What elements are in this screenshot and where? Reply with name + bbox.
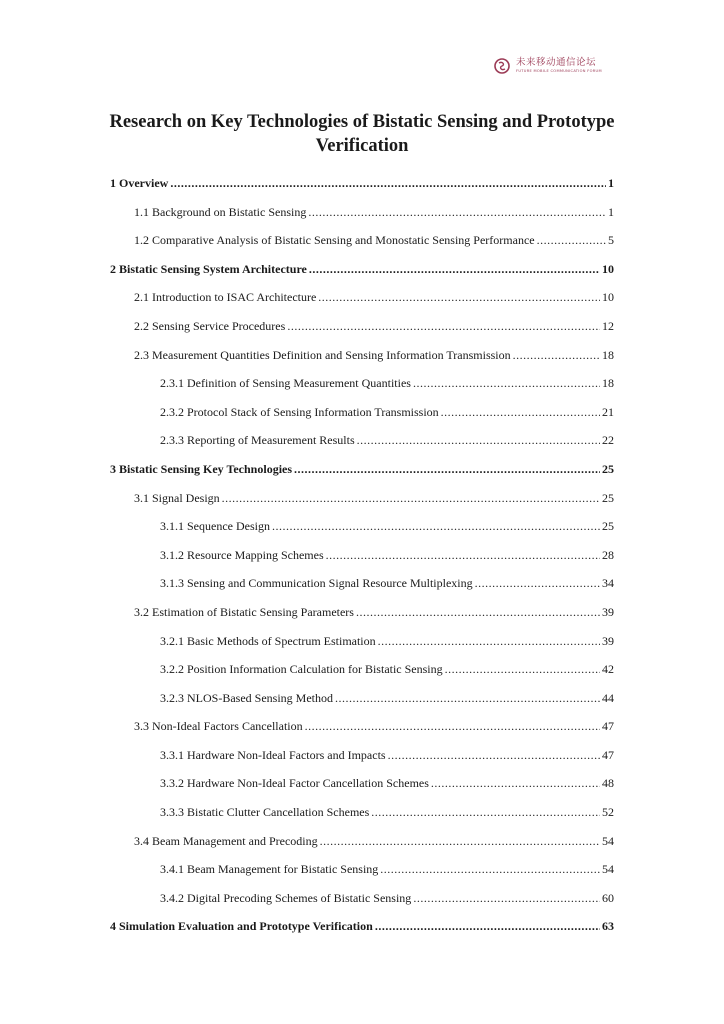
toc-entry-page-number: 18: [602, 376, 614, 391]
toc-dot-leader: [445, 662, 600, 677]
document-title: [100, 110, 624, 158]
toc-entry[interactable]: [110, 634, 614, 663]
toc-dot-leader: [326, 548, 600, 563]
toc-entry-page-number: 34: [602, 576, 614, 591]
toc-entry-label: 3.2.2 Position Information Calculation for Bistatic Sensing: [160, 662, 443, 677]
toc-dot-leader: [308, 205, 606, 220]
toc-entry-label: 2.3.1 Definition of Sensing Measurement Quantities: [160, 376, 411, 391]
toc-dot-leader: [371, 805, 600, 820]
toc-entry-label: 2.3.3 Reporting of Measurement Results: [160, 433, 355, 448]
toc-entry[interactable]: [110, 576, 614, 605]
toc-dot-leader: [375, 919, 600, 934]
toc-entry-label: 3.2 Estimation of Bistatic Sensing Parameters: [134, 604, 354, 619]
toc-entry-label: 3.3.3 Bistatic Clutter Cancellation Schemes: [160, 805, 370, 820]
toc-entry[interactable]: [110, 376, 614, 405]
title-line-1: Research on Key Technologies of Bistatic Sensing and Prototype: [109, 112, 615, 132]
toc-entry-page-number: 42: [602, 662, 614, 677]
toc-entry-page-number: 28: [602, 547, 614, 562]
toc-dot-leader: [318, 290, 600, 305]
toc-entry[interactable]: [110, 862, 614, 891]
logo-chinese-text: 未来移动通信论坛: [516, 57, 597, 69]
toc-dot-leader: [413, 376, 600, 391]
toc-dot-leader: [335, 691, 600, 706]
toc-entry-label: 4 Simulation Evaluation and Prototype Verification: [110, 919, 373, 934]
title-line-2: Verification: [315, 136, 409, 156]
toc-dot-leader: [475, 576, 600, 591]
toc-entry-page-number: 44: [602, 690, 614, 705]
toc-entry-page-number: 48: [602, 776, 614, 791]
toc-entry[interactable]: [110, 891, 614, 920]
toc-entry-page-number: 12: [602, 318, 614, 333]
toc-entry-page-number: 1: [608, 204, 614, 219]
toc-entry[interactable]: [110, 290, 614, 319]
toc-entry-label: 3.4.2 Digital Precoding Schemes of Bistatic Sensing: [160, 890, 412, 905]
toc-entry-label: 1.1 Background on Bistatic Sensing: [134, 204, 307, 219]
toc-entry[interactable]: [110, 319, 614, 348]
toc-entry-label: 3.2.1 Basic Methods of Spectrum Estimation: [160, 633, 376, 648]
toc-dot-leader: [287, 319, 600, 334]
toc-entry[interactable]: [110, 262, 614, 291]
toc-dot-leader: [537, 233, 606, 248]
toc-entry-page-number: 54: [602, 833, 614, 848]
toc-entry-label: 2 Bistatic Sensing System Architecture: [110, 261, 307, 276]
forum-logo: [494, 58, 602, 74]
toc-dot-leader: [357, 433, 600, 448]
toc-dot-leader: [413, 891, 600, 906]
toc-entry[interactable]: [110, 348, 614, 377]
toc-dot-leader: [320, 834, 600, 849]
toc-dot-leader: [309, 262, 600, 277]
toc-dot-leader: [222, 491, 600, 506]
toc-entry-label: 3.3.2 Hardware Non-Ideal Factor Cancellation Schemes: [160, 776, 429, 791]
toc-entry[interactable]: [110, 519, 614, 548]
toc-entry[interactable]: [110, 405, 614, 434]
toc-entry-page-number: 47: [602, 719, 614, 734]
toc-dot-leader: [170, 176, 606, 191]
toc-entry-page-number: 25: [602, 490, 614, 505]
toc-entry-label: 2.3 Measurement Quantities Definition and Sensing Information Transmission: [134, 347, 511, 362]
toc-entry-page-number: 10: [602, 261, 614, 276]
toc-entry-label: 3.1.1 Sequence Design: [160, 519, 270, 534]
toc-entry-page-number: 63: [602, 919, 614, 934]
toc-entry-page-number: 25: [602, 519, 614, 534]
toc-entry-page-number: 25: [602, 461, 614, 476]
toc-entry[interactable]: [110, 605, 614, 634]
toc-entry-page-number: 18: [602, 347, 614, 362]
table-of-contents: [110, 176, 614, 948]
toc-entry-label: 3.4.1 Beam Management for Bistatic Sensing: [160, 862, 379, 877]
toc-entry-label: 3.1 Signal Design: [134, 490, 220, 505]
toc-entry-label: 3.4 Beam Management and Precoding: [134, 833, 318, 848]
toc-entry-label: 2.3.2 Protocol Stack of Sensing Information Transmission: [160, 404, 439, 419]
toc-dot-leader: [272, 519, 600, 534]
toc-dot-leader: [378, 634, 600, 649]
toc-dot-leader: [513, 348, 600, 363]
toc-entry-label: 2.2 Sensing Service Procedures: [134, 318, 286, 333]
toc-dot-leader: [441, 405, 600, 420]
toc-entry[interactable]: [110, 691, 614, 720]
toc-entry-label: 1.2 Comparative Analysis of Bistatic Sensing and Monostatic Sensing Performance: [134, 233, 535, 248]
toc-entry-label: 3.3 Non-Ideal Factors Cancellation: [134, 719, 303, 734]
toc-dot-leader: [305, 719, 600, 734]
toc-entry-page-number: 22: [602, 433, 614, 448]
toc-dot-leader: [431, 776, 600, 791]
toc-entry[interactable]: [110, 776, 614, 805]
toc-entry[interactable]: [110, 176, 614, 205]
toc-entry-page-number: 39: [602, 633, 614, 648]
toc-entry-page-number: 52: [602, 805, 614, 820]
toc-entry-label: 3.1.2 Resource Mapping Schemes: [160, 547, 324, 562]
toc-entry-page-number: 21: [602, 404, 614, 419]
forum-logo-icon: [494, 58, 510, 74]
logo-english-text: FUTURE MOBILE COMMUNICATION FORUM: [516, 68, 602, 73]
toc-entry[interactable]: [110, 433, 614, 462]
toc-entry-page-number: 47: [602, 747, 614, 762]
toc-entry-label: 1 Overview: [110, 176, 169, 190]
toc-dot-leader: [356, 605, 600, 620]
toc-entry[interactable]: [110, 662, 614, 691]
toc-entry-label: 3.1.3 Sensing and Communication Signal Resource Multiplexing: [160, 576, 473, 591]
toc-entry-page-number: 10: [602, 290, 614, 305]
toc-entry[interactable]: [110, 919, 614, 948]
toc-entry[interactable]: [110, 233, 614, 262]
toc-entry-label: 3.2.3 NLOS-Based Sensing Method: [160, 690, 333, 705]
toc-dot-leader: [388, 748, 600, 763]
toc-entry[interactable]: [110, 719, 614, 748]
toc-entry[interactable]: [110, 462, 614, 491]
toc-dot-leader: [294, 462, 600, 477]
toc-entry-label: 2.1 Introduction to ISAC Architecture: [134, 290, 317, 305]
toc-entry-label: 3 Bistatic Sensing Key Technologies: [110, 461, 293, 476]
toc-entry-page-number: 39: [602, 604, 614, 619]
toc-entry[interactable]: [110, 491, 614, 520]
toc-entry[interactable]: [110, 805, 614, 834]
toc-entry-page-number: 54: [602, 862, 614, 877]
toc-entry[interactable]: [110, 834, 614, 863]
toc-dot-leader: [380, 862, 600, 877]
toc-entry-page-number: 60: [602, 890, 614, 905]
toc-entry[interactable]: [110, 548, 614, 577]
toc-entry[interactable]: [110, 748, 614, 777]
toc-entry[interactable]: [110, 205, 614, 234]
toc-entry-page-number: 1: [608, 176, 614, 190]
toc-entry-page-number: 5: [608, 233, 614, 248]
toc-entry-label: 3.3.1 Hardware Non-Ideal Factors and Impacts: [160, 747, 386, 762]
